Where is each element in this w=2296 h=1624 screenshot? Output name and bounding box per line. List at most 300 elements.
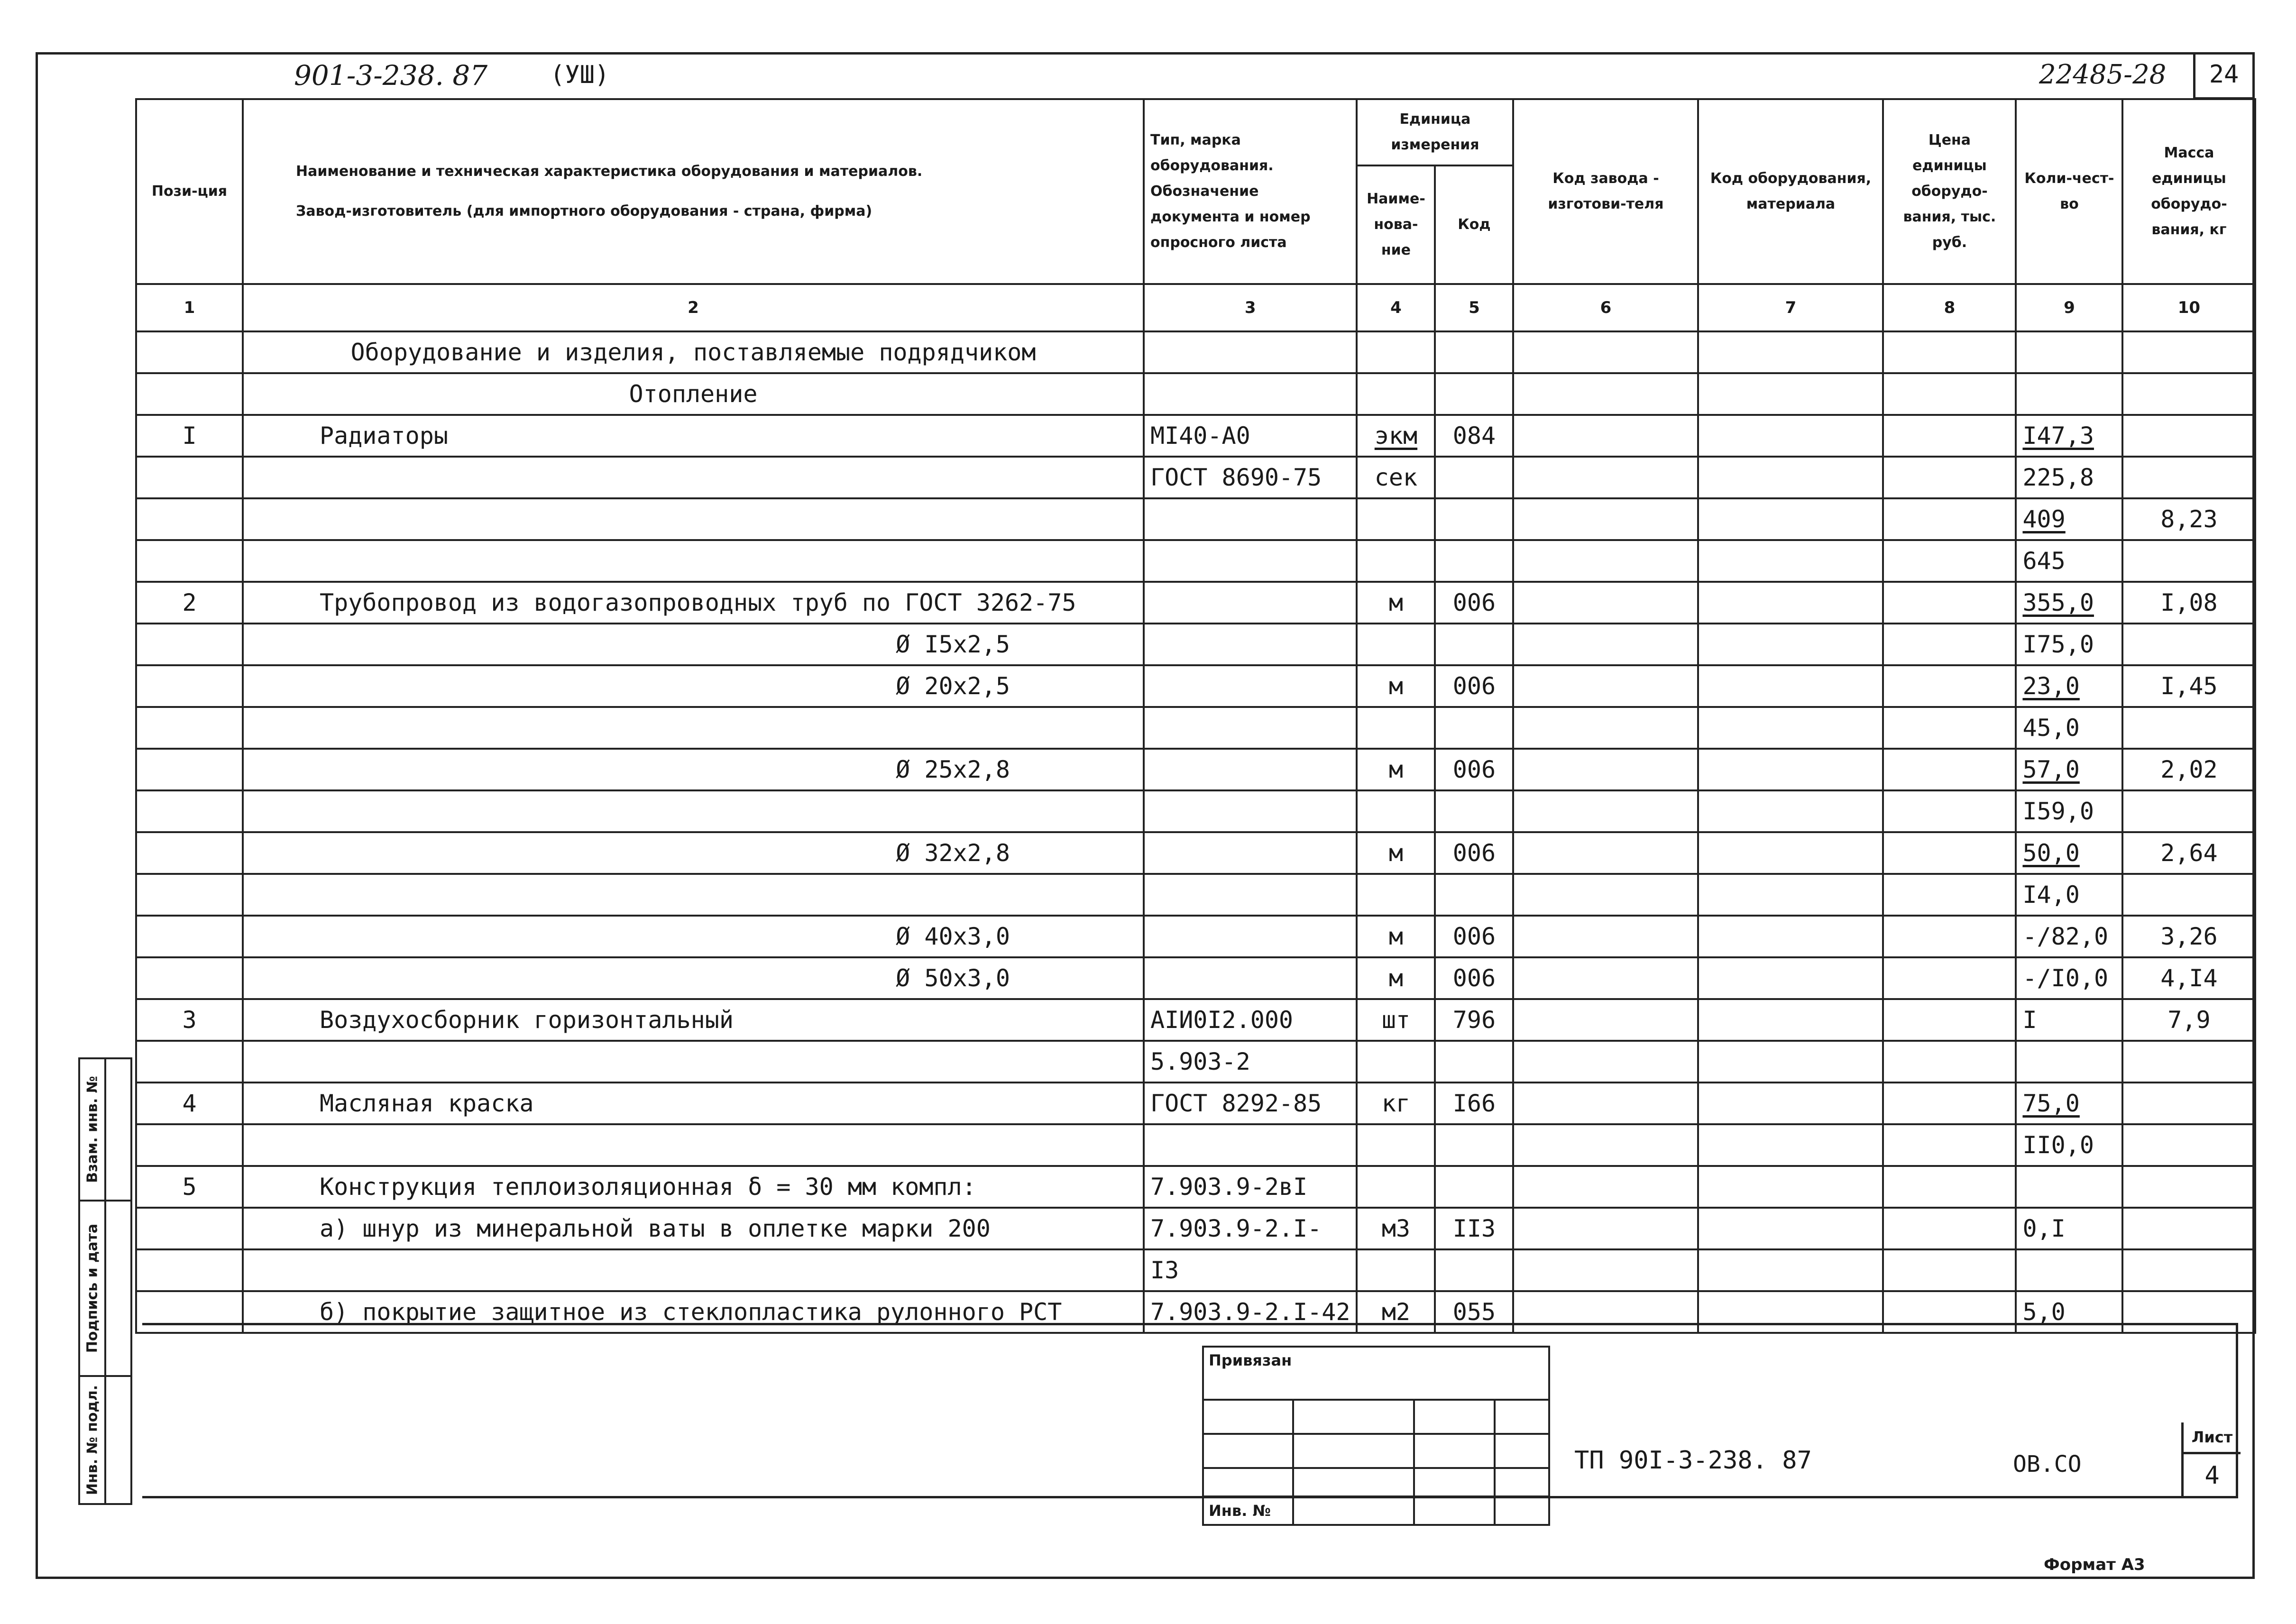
cell-code-text: 084 bbox=[1452, 422, 1496, 450]
cell-type bbox=[1144, 373, 1357, 415]
cell-unit bbox=[1357, 707, 1435, 749]
cell-unit-text: м bbox=[1388, 839, 1403, 867]
cell-unit bbox=[1357, 999, 1435, 1041]
cell-f6 bbox=[1513, 1249, 1698, 1291]
cell-qty bbox=[2016, 331, 2122, 373]
cell-pos bbox=[136, 1166, 243, 1208]
cell-type-text: 7.903.9-2.I- bbox=[1150, 1215, 1322, 1242]
cell-type-text: 7.903.9-2.I-42 bbox=[1150, 1298, 1350, 1326]
document-code bbox=[1574, 1446, 1812, 1475]
cell-pos-text: 5 bbox=[182, 1173, 197, 1201]
cell-code bbox=[1435, 665, 1513, 707]
cell-type bbox=[1144, 1124, 1357, 1166]
cell-name bbox=[243, 874, 1144, 916]
cell-qty bbox=[2016, 624, 2122, 665]
cell-qty bbox=[2016, 957, 2122, 999]
page-corner-number: 24 bbox=[2193, 52, 2252, 100]
cell-code-text: 006 bbox=[1452, 964, 1496, 992]
header-name-line2: Завод-изготовитель (для импортного оборудования - страна, фирма) bbox=[296, 203, 872, 220]
cell-f7 bbox=[1698, 624, 1883, 665]
cell-mass-text: 7,9 bbox=[2167, 1006, 2211, 1034]
cell-mass bbox=[2122, 498, 2255, 540]
cell-pos bbox=[136, 1249, 243, 1291]
cell-unit bbox=[1357, 749, 1435, 790]
cell-type bbox=[1144, 1041, 1357, 1083]
header-unit-code: Код bbox=[1435, 165, 1513, 284]
cell-code bbox=[1435, 957, 1513, 999]
cell-f6 bbox=[1513, 582, 1698, 624]
cell-type bbox=[1144, 749, 1357, 790]
cell-mass bbox=[2122, 874, 2255, 916]
cell-qty bbox=[2016, 1249, 2122, 1291]
cell-name bbox=[243, 707, 1144, 749]
cell-unit bbox=[1357, 373, 1435, 415]
cell-code-text: 006 bbox=[1452, 672, 1496, 700]
cell-f8 bbox=[1883, 957, 2016, 999]
cell-pos-text: I bbox=[182, 422, 197, 450]
cell-qty bbox=[2016, 457, 2122, 498]
side-label: Взам. инв. № bbox=[84, 1076, 101, 1183]
cell-f8 bbox=[1883, 540, 2016, 582]
title-block-frame bbox=[142, 1323, 2238, 1498]
cell-f7 bbox=[1698, 874, 1883, 916]
cell-f6 bbox=[1513, 957, 1698, 999]
header-unit-group: Единица измерения bbox=[1357, 99, 1513, 165]
col-num: 7 bbox=[1698, 284, 1883, 331]
cell-qty-text: 45,0 bbox=[2022, 714, 2080, 742]
cell-qty-text: I47,3 bbox=[2022, 422, 2094, 450]
cell-qty bbox=[2016, 582, 2122, 624]
cell-unit-text: м2 bbox=[1381, 1298, 1411, 1326]
cell-qty bbox=[2016, 540, 2122, 582]
cell-f6 bbox=[1513, 916, 1698, 957]
cell-type bbox=[1144, 957, 1357, 999]
col-num: 9 bbox=[2016, 284, 2122, 331]
cell-f8 bbox=[1883, 331, 2016, 373]
cell-name-text: б) покрытие защитное из стеклопластика рулонного РСТ bbox=[320, 1298, 1062, 1326]
cell-name bbox=[243, 331, 1144, 373]
header-name-line1: Наименование и техническая характеристика оборудования и материалов. bbox=[296, 163, 923, 180]
cell-qty bbox=[2016, 1208, 2122, 1249]
cell-unit bbox=[1357, 916, 1435, 957]
cell-mass bbox=[2122, 1124, 2255, 1166]
cell-code bbox=[1435, 331, 1513, 373]
cell-name-text: Оборудование и изделия, поставляемые подрядчиком bbox=[350, 339, 1036, 366]
side-label: Инв. № подл. bbox=[84, 1385, 101, 1496]
cell-f6 bbox=[1513, 999, 1698, 1041]
col-num: 1 bbox=[136, 284, 243, 331]
cell-f8 bbox=[1883, 1249, 2016, 1291]
header-position: Пози-ция bbox=[136, 99, 243, 284]
table-row bbox=[136, 790, 2255, 832]
cell-f6 bbox=[1513, 874, 1698, 916]
cell-mass bbox=[2122, 1249, 2255, 1291]
cell-unit bbox=[1357, 331, 1435, 373]
cell-pos bbox=[136, 331, 243, 373]
cell-mass bbox=[2122, 832, 2255, 874]
cell-f8 bbox=[1883, 790, 2016, 832]
cell-code bbox=[1435, 498, 1513, 540]
header-factory-code: Код завода - изготови-теля bbox=[1513, 99, 1698, 284]
cell-mass bbox=[2122, 1083, 2255, 1124]
cell-qty-text: 23,0 bbox=[2022, 672, 2080, 700]
cell-f8 bbox=[1883, 1208, 2016, 1249]
cell-f7 bbox=[1698, 1124, 1883, 1166]
cell-type bbox=[1144, 540, 1357, 582]
side-label: Подпись и дата bbox=[84, 1223, 101, 1353]
cell-f8 bbox=[1883, 916, 2016, 957]
cell-type bbox=[1144, 582, 1357, 624]
cell-type bbox=[1144, 999, 1357, 1041]
cell-mass-text: 4,I4 bbox=[2160, 964, 2218, 992]
table-row bbox=[136, 957, 2255, 999]
cell-name bbox=[243, 582, 1144, 624]
cell-name bbox=[243, 1166, 1144, 1208]
cell-name bbox=[243, 1041, 1144, 1083]
cell-f6 bbox=[1513, 540, 1698, 582]
cell-name-text: Ø I5x2,5 bbox=[896, 631, 1010, 658]
cell-name bbox=[243, 498, 1144, 540]
cell-unit bbox=[1357, 874, 1435, 916]
cell-code-text: 006 bbox=[1452, 839, 1496, 867]
cell-code bbox=[1435, 707, 1513, 749]
cell-f7 bbox=[1698, 1249, 1883, 1291]
table-row bbox=[136, 1083, 2255, 1124]
cell-f7 bbox=[1698, 749, 1883, 790]
cell-qty bbox=[2016, 874, 2122, 916]
cell-f7 bbox=[1698, 1041, 1883, 1083]
cell-f7 bbox=[1698, 790, 1883, 832]
cell-unit bbox=[1357, 790, 1435, 832]
cell-f6 bbox=[1513, 832, 1698, 874]
cell-code-text: 055 bbox=[1452, 1298, 1496, 1326]
cell-code bbox=[1435, 790, 1513, 832]
header-mass: Масса единицы оборудо-вания, кг bbox=[2122, 99, 2255, 284]
cell-type-text: ГОСТ 8690-75 bbox=[1150, 464, 1322, 491]
header-type: Тип, марка оборудования. Обозначение документа и номер опросного листа bbox=[1144, 99, 1357, 284]
cell-mass bbox=[2122, 582, 2255, 624]
cell-name bbox=[243, 1124, 1144, 1166]
cell-qty bbox=[2016, 665, 2122, 707]
side-label-cell bbox=[79, 1201, 105, 1376]
cell-type bbox=[1144, 1083, 1357, 1124]
cell-name-text: Ø 40x3,0 bbox=[896, 923, 1010, 950]
cell-qty bbox=[2016, 373, 2122, 415]
cell-unit bbox=[1357, 1124, 1435, 1166]
cell-qty-text: I59,0 bbox=[2022, 798, 2094, 825]
table-row bbox=[136, 999, 2255, 1041]
cell-f6 bbox=[1513, 331, 1698, 373]
cell-mass bbox=[2122, 1041, 2255, 1083]
cell-pos bbox=[136, 832, 243, 874]
cell-f7 bbox=[1698, 665, 1883, 707]
cell-f8 bbox=[1883, 1041, 2016, 1083]
document-code-text: ТП 90I-3-238. 87 bbox=[1574, 1446, 1812, 1475]
cell-code bbox=[1435, 1083, 1513, 1124]
cell-name bbox=[243, 749, 1144, 790]
cell-name bbox=[243, 999, 1144, 1041]
cell-f7 bbox=[1698, 415, 1883, 457]
cell-code bbox=[1435, 624, 1513, 665]
cell-unit-text: экм bbox=[1374, 422, 1418, 450]
top-left-code: 901-3-238. 87 bbox=[294, 59, 488, 92]
cell-name bbox=[243, 1083, 1144, 1124]
cell-name bbox=[243, 540, 1144, 582]
cell-mass-text: 8,23 bbox=[2160, 505, 2218, 533]
cell-f6 bbox=[1513, 1124, 1698, 1166]
cell-f6 bbox=[1513, 665, 1698, 707]
cell-code-text: 796 bbox=[1452, 1006, 1496, 1034]
cell-code bbox=[1435, 373, 1513, 415]
cell-pos bbox=[136, 957, 243, 999]
cell-f8 bbox=[1883, 707, 2016, 749]
cell-name-text: Воздухосборник горизонтальный bbox=[320, 1006, 734, 1034]
table-row bbox=[136, 874, 2255, 916]
cell-qty bbox=[2016, 790, 2122, 832]
col-num: 10 bbox=[2122, 284, 2255, 331]
section-code: ОВ.СО bbox=[2013, 1451, 2082, 1477]
cell-f8 bbox=[1883, 874, 2016, 916]
cell-f6 bbox=[1513, 373, 1698, 415]
sheet-number: 4 bbox=[2204, 1461, 2220, 1490]
cell-f6 bbox=[1513, 1208, 1698, 1249]
cell-f8 bbox=[1883, 624, 2016, 665]
cell-name bbox=[243, 457, 1144, 498]
cell-type bbox=[1144, 1249, 1357, 1291]
cell-code-text: II3 bbox=[1452, 1215, 1496, 1242]
cell-qty bbox=[2016, 415, 2122, 457]
cell-type bbox=[1144, 832, 1357, 874]
cell-name-text: а) шнур из минеральной ваты в оплетке марки 200 bbox=[320, 1215, 991, 1242]
cell-f8 bbox=[1883, 665, 2016, 707]
cell-type bbox=[1144, 457, 1357, 498]
cell-pos-text: 2 bbox=[182, 589, 197, 616]
cell-unit bbox=[1357, 1083, 1435, 1124]
cell-code bbox=[1435, 540, 1513, 582]
cell-f7 bbox=[1698, 832, 1883, 874]
cell-name bbox=[243, 916, 1144, 957]
cell-type-text: ГОСТ 8292-85 bbox=[1150, 1090, 1322, 1117]
specification-table bbox=[135, 98, 2256, 1334]
cell-code bbox=[1435, 999, 1513, 1041]
side-label-cell bbox=[79, 1376, 105, 1504]
cell-type bbox=[1144, 498, 1357, 540]
header-quantity: Коли-чест-во bbox=[2016, 99, 2122, 284]
table-row bbox=[136, 498, 2255, 540]
cell-pos bbox=[136, 790, 243, 832]
cell-f8 bbox=[1883, 415, 2016, 457]
cell-qty bbox=[2016, 1166, 2122, 1208]
cell-pos bbox=[136, 999, 243, 1041]
cell-name bbox=[243, 373, 1144, 415]
cell-mass-text: 3,26 bbox=[2160, 923, 2218, 950]
cell-f7 bbox=[1698, 916, 1883, 957]
cell-name bbox=[243, 624, 1144, 665]
cell-f8 bbox=[1883, 457, 2016, 498]
header-name bbox=[243, 99, 1144, 284]
cell-qty bbox=[2016, 916, 2122, 957]
cell-mass bbox=[2122, 373, 2255, 415]
cell-unit bbox=[1357, 1041, 1435, 1083]
cell-mass bbox=[2122, 540, 2255, 582]
cell-qty-text: -/I0,0 bbox=[2022, 964, 2109, 992]
cell-unit bbox=[1357, 1166, 1435, 1208]
table-row bbox=[136, 1166, 2255, 1208]
cell-pos bbox=[136, 624, 243, 665]
cell-code bbox=[1435, 1249, 1513, 1291]
header-unit-name: Наиме-нова-ние bbox=[1357, 165, 1435, 284]
cell-pos bbox=[136, 1208, 243, 1249]
cell-name bbox=[243, 1249, 1144, 1291]
cell-qty-text: I bbox=[2022, 1006, 2037, 1034]
cell-f7 bbox=[1698, 707, 1883, 749]
cell-pos bbox=[136, 415, 243, 457]
binding-stamp bbox=[1202, 1346, 1550, 1526]
table-row bbox=[136, 415, 2255, 457]
cell-f7 bbox=[1698, 999, 1883, 1041]
cell-f6 bbox=[1513, 624, 1698, 665]
cell-unit bbox=[1357, 1249, 1435, 1291]
cell-f6 bbox=[1513, 1083, 1698, 1124]
cell-mass bbox=[2122, 1166, 2255, 1208]
cell-unit-text: м bbox=[1388, 756, 1403, 783]
cell-code bbox=[1435, 916, 1513, 957]
cell-unit-text: м bbox=[1388, 672, 1403, 700]
cell-qty bbox=[2016, 1124, 2122, 1166]
cell-qty-text: 0,I bbox=[2022, 1215, 2066, 1242]
cell-unit bbox=[1357, 624, 1435, 665]
cell-mass-text: I,45 bbox=[2160, 672, 2218, 700]
cell-name bbox=[243, 957, 1144, 999]
cell-unit bbox=[1357, 665, 1435, 707]
cell-f8 bbox=[1883, 373, 2016, 415]
cell-qty-text: -/82,0 bbox=[2022, 923, 2109, 950]
cell-name bbox=[243, 790, 1144, 832]
cell-mass-text: 2,02 bbox=[2160, 756, 2218, 783]
cell-qty-text: 355,0 bbox=[2022, 589, 2094, 616]
cell-type bbox=[1144, 415, 1357, 457]
cell-f8 bbox=[1883, 832, 2016, 874]
cell-mass bbox=[2122, 749, 2255, 790]
table-row bbox=[136, 624, 2255, 665]
table-row bbox=[136, 832, 2255, 874]
table-row bbox=[136, 707, 2255, 749]
cell-unit bbox=[1357, 457, 1435, 498]
cell-code-text: 006 bbox=[1452, 923, 1496, 950]
header-equipment-code: Код оборудования, материала bbox=[1698, 99, 1883, 284]
cell-mass bbox=[2122, 916, 2255, 957]
table-row bbox=[136, 916, 2255, 957]
cell-type bbox=[1144, 790, 1357, 832]
cell-unit-text: м bbox=[1388, 964, 1403, 992]
table-row bbox=[136, 1041, 2255, 1083]
cell-pos bbox=[136, 582, 243, 624]
cell-unit bbox=[1357, 415, 1435, 457]
cell-qty-text: II0,0 bbox=[2022, 1131, 2094, 1159]
cell-f8 bbox=[1883, 498, 2016, 540]
cell-unit-text: м bbox=[1388, 923, 1403, 950]
table-row bbox=[136, 749, 2255, 790]
cell-qty bbox=[2016, 498, 2122, 540]
cell-f6 bbox=[1513, 707, 1698, 749]
cell-qty bbox=[2016, 832, 2122, 874]
cell-mass-text: 2,64 bbox=[2160, 839, 2218, 867]
col-num: 2 bbox=[243, 284, 1144, 331]
cell-pos bbox=[136, 373, 243, 415]
col-num: 5 bbox=[1435, 284, 1513, 331]
cell-mass bbox=[2122, 957, 2255, 999]
cell-code bbox=[1435, 1124, 1513, 1166]
cell-unit-text: кг bbox=[1381, 1090, 1411, 1117]
cell-name bbox=[243, 665, 1144, 707]
cell-name-text: Конструкция теплоизоляционная δ = 30 мм компл: bbox=[320, 1173, 976, 1201]
cell-code bbox=[1435, 1166, 1513, 1208]
cell-type-text: МI40-А0 bbox=[1150, 422, 1250, 450]
cell-type bbox=[1144, 1208, 1357, 1249]
cell-name-text: Радиаторы bbox=[320, 422, 448, 450]
cell-f7 bbox=[1698, 373, 1883, 415]
cell-mass bbox=[2122, 665, 2255, 707]
cell-qty-text: 225,8 bbox=[2022, 464, 2094, 491]
table-row bbox=[136, 540, 2255, 582]
col-num: 6 bbox=[1513, 284, 1698, 331]
cell-f6 bbox=[1513, 498, 1698, 540]
cell-name-text: Ø 25x2,8 bbox=[896, 756, 1010, 783]
cell-f7 bbox=[1698, 457, 1883, 498]
cell-f7 bbox=[1698, 957, 1883, 999]
cell-unit bbox=[1357, 498, 1435, 540]
cell-mass bbox=[2122, 624, 2255, 665]
cell-pos bbox=[136, 749, 243, 790]
cell-qty-text: 645 bbox=[2022, 547, 2066, 575]
cell-f7 bbox=[1698, 498, 1883, 540]
cell-qty-text: 75,0 bbox=[2022, 1090, 2080, 1117]
cell-code bbox=[1435, 1208, 1513, 1249]
cell-f7 bbox=[1698, 540, 1883, 582]
cell-qty bbox=[2016, 749, 2122, 790]
cell-pos bbox=[136, 874, 243, 916]
col-num: 3 bbox=[1144, 284, 1357, 331]
cell-pos bbox=[136, 1083, 243, 1124]
top-right-code: 22485-28 bbox=[2039, 59, 2167, 90]
cell-unit-text: сек bbox=[1374, 464, 1418, 491]
cell-unit-text: м bbox=[1388, 589, 1403, 616]
cell-type-text: АIИ0I2.000 bbox=[1150, 1006, 1294, 1034]
cell-code bbox=[1435, 749, 1513, 790]
table-row bbox=[136, 373, 2255, 415]
cell-mass bbox=[2122, 707, 2255, 749]
cell-f6 bbox=[1513, 749, 1698, 790]
sheet-label: Лист bbox=[2184, 1422, 2241, 1454]
cell-mass bbox=[2122, 457, 2255, 498]
cell-f7 bbox=[1698, 1166, 1883, 1208]
cell-unit-text: м3 bbox=[1381, 1215, 1411, 1242]
table-row bbox=[136, 665, 2255, 707]
cell-f8 bbox=[1883, 1083, 2016, 1124]
cell-qty-text: I4,0 bbox=[2022, 881, 2080, 908]
cell-type bbox=[1144, 1166, 1357, 1208]
cell-name bbox=[243, 1208, 1144, 1249]
side-label-block bbox=[78, 1057, 132, 1505]
column-number-row bbox=[136, 284, 2255, 331]
cell-type bbox=[1144, 707, 1357, 749]
cell-code-text: 006 bbox=[1452, 589, 1496, 616]
cell-unit bbox=[1357, 540, 1435, 582]
cell-f7 bbox=[1698, 1208, 1883, 1249]
cell-qty-text: 5,0 bbox=[2022, 1298, 2066, 1326]
cell-f8 bbox=[1883, 1166, 2016, 1208]
table-row bbox=[136, 457, 2255, 498]
